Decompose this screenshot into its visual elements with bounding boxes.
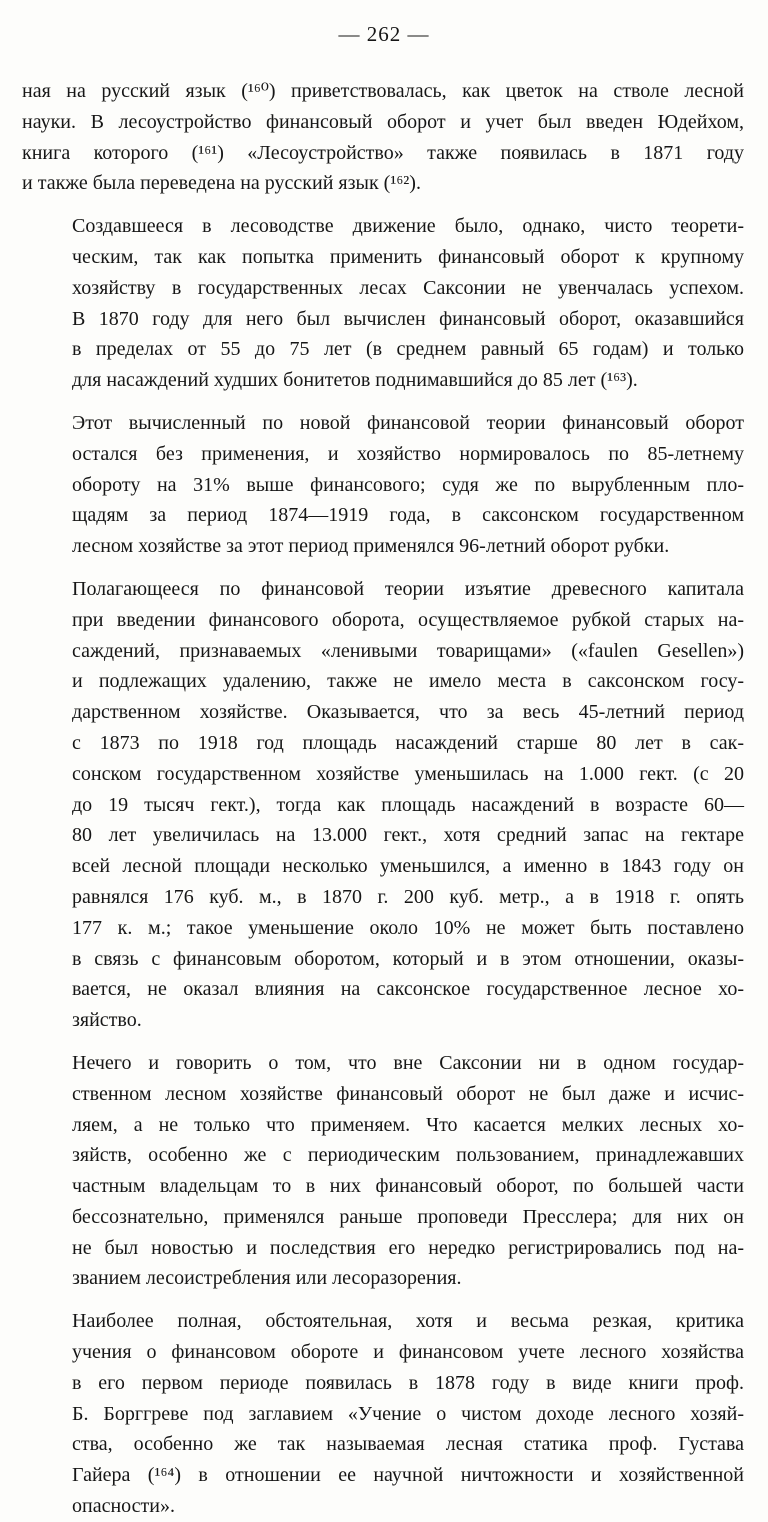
text-line: опасности».: [72, 1495, 175, 1518]
text-line: хозяйству в государственных лесах Саксонии не увенчалась успехом.: [72, 276, 744, 299]
paragraph: [22, 574, 744, 1036]
text-line: ственном лесном хозяйстве финансовый оборот не был даже и исчис-: [72, 1082, 744, 1105]
text-line: и подлежащих удалению, также не имело места в саксонском госу-: [72, 670, 744, 693]
paragraph: [22, 1048, 744, 1294]
text-line: частным владельцам то в них финансовый оборот, по большей части: [72, 1175, 744, 1198]
text-line: ческим, так как попытка применить финансовый оборот к крупному: [72, 245, 744, 268]
text-line: с 1873 по 1918 год площадь насаждений старше 80 лет в сак-: [72, 731, 744, 754]
text-line: для насаждений худших бонитетов поднимавшийся до 85 лет (¹⁶³).: [72, 369, 638, 392]
text-line: в связь с финансовым оборотом, который и в этом отношении, оказы-: [72, 947, 744, 970]
text-line: В 1870 году для него был вычислен финансовый оборот, оказавшийся: [72, 307, 744, 330]
text-line: дарственном хозяйстве. Оказывается, что за весь 45-летний период: [72, 701, 744, 724]
text-line: не был новостью и последствия его нередко регистрировались под на-: [72, 1236, 744, 1259]
text-line: Полагающееся по финансовой теории изъятие древесного капитала: [72, 577, 744, 600]
text-line: равнялся 176 куб. м., в 1870 г. 200 куб. метр., а в 1918 г. опять: [72, 885, 744, 908]
text-line: щадям за период 1874—1919 года, в саксонском государственном: [72, 504, 744, 527]
text-line: ляем, а не только что применяем. Что касается мелких лесных хо-: [72, 1113, 744, 1136]
text-line: ства, особенно же так называемая лесная статика проф. Густава: [72, 1433, 744, 1456]
text-line: лесном хозяйстве за этот период применялся 96-летний оборот рубки.: [72, 535, 670, 558]
text-line: и также была переведена на русский язык (¹⁶²).: [22, 172, 421, 195]
text-line: бессознательно, применялся раньше проповеди Пресслера; для них он: [72, 1205, 744, 1228]
text-line: остался без применения, и хозяйство нормировалось по 85-летнему: [72, 442, 744, 465]
text-line: Гайера (¹⁶⁴) в отношении ее научной ничтожности и хозяйственной: [72, 1464, 744, 1487]
text-line: в пределах от 55 до 75 лет (в среднем равный 65 годам) и только: [72, 338, 744, 361]
text-line: Создавшееся в лесоводстве движение было, однако, чисто теорети-: [72, 215, 744, 238]
text-line: всей лесной площади несколько уменьшился, а именно в 1843 году он: [72, 855, 744, 878]
text-line: до 19 тысяч гект.), тогда как площадь насаждений в возрасте 60—: [72, 793, 744, 816]
text-line: 177 к. м.; такое уменьшение около 10% не может быть поставлено: [72, 916, 744, 939]
text-line: зяйств, особенно же с периодическим пользованием, принадлежавших: [72, 1144, 744, 1167]
text-line: званием лесоистребления или лесоразорения.: [72, 1267, 462, 1290]
paragraph: [22, 76, 744, 199]
page-text: [22, 76, 744, 1522]
text-line: зяйство.: [72, 1009, 142, 1032]
text-line: ная на русский язык (¹⁶⁰) приветствовалась, как цветок на стволе лесной: [22, 80, 744, 102]
paragraph: [22, 408, 744, 562]
text-line: книга которого (¹⁶¹) «Лесоустройство» также появилась в 1871 году: [22, 141, 744, 164]
text-line: Наиболее полная, обстоятельная, хотя и весьма резкая, критика: [72, 1310, 744, 1333]
text-line: науки. В лесоустройство финансовый оборот и учет был введен Юдейхом,: [22, 110, 744, 133]
text-line: Б. Борггреве под заглавием «Учение о чистом доходе лесного хозяй-: [72, 1402, 744, 1425]
text-line: 80 лет увеличилась на 13.000 гект., хотя средний запас на гектаре: [72, 824, 744, 847]
text-line: при введении финансового оборота, осуществляемое рубкой старых на-: [72, 608, 744, 631]
text-line: вается, не оказал влияния на саксонское государственное лесное хо-: [72, 978, 744, 1001]
text-line: Нечего и говорить о том, что вне Саксонии ни в одном государ-: [72, 1051, 744, 1074]
text-line: учения о финансовом обороте и финансовом учете лесного хозяйства: [72, 1341, 744, 1364]
text-line: саждений, признаваемых «ленивыми товарищами» («faulen Gesellen»): [72, 639, 744, 662]
paragraph: [22, 1306, 744, 1522]
paragraph: [22, 211, 744, 396]
text-line: обороту на 31% выше финансового; судя же по вырубленным пло-: [72, 473, 744, 496]
text-line: Этот вычисленный по новой финансовой теории финансовый оборот: [72, 411, 744, 434]
page-number: — 262 —: [338, 22, 430, 46]
text-line: сонском государственном хозяйстве уменьшилась на 1.000 гект. (с 20: [72, 762, 744, 785]
text-line: в его первом периоде появилась в 1878 году в виде книги проф.: [72, 1371, 744, 1394]
